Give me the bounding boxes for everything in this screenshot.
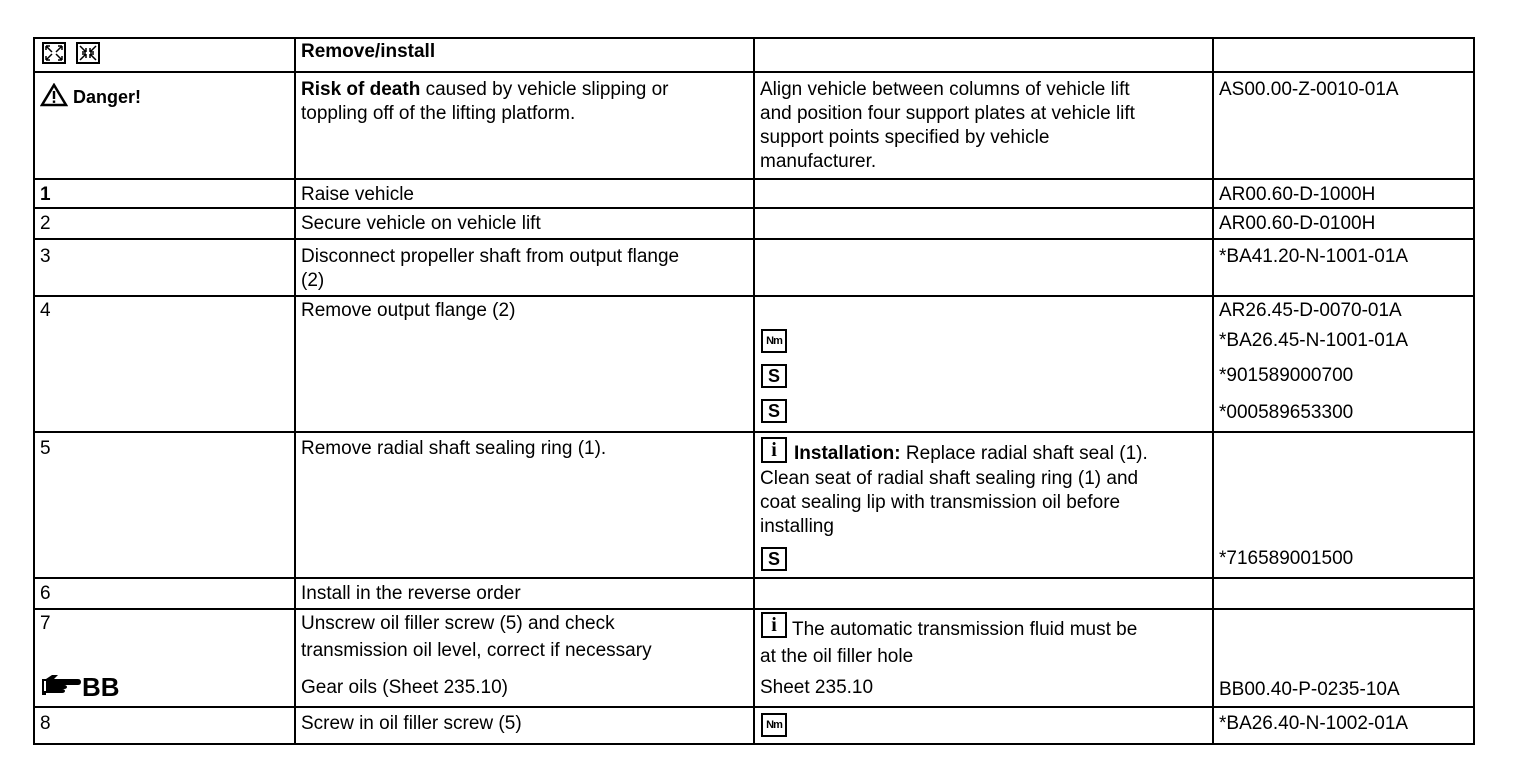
- reference-link[interactable]: *901589000700: [1219, 365, 1354, 386]
- installation-note-line: Clean seat of radial shaft sealing ring (1) and: [760, 468, 1139, 489]
- column-divider: [294, 37, 296, 745]
- step-text: Install in the reverse order: [301, 583, 521, 604]
- row-divider: [33, 577, 1475, 579]
- special-tool-icon[interactable]: S: [761, 547, 787, 571]
- risk-rest: caused by vehicle slipping or: [420, 79, 669, 100]
- step-number: 3: [40, 246, 51, 267]
- row-divider: [33, 431, 1475, 433]
- installation-note-line-1: [794, 442, 1148, 466]
- reference-link[interactable]: *BA41.20-N-1001-01A: [1219, 246, 1409, 267]
- installation-text: Replace radial shaft seal (1).: [900, 443, 1148, 464]
- table-border-left: [33, 37, 35, 745]
- sheet-reference: Sheet 235.10: [760, 677, 874, 698]
- danger-text: Danger!: [73, 87, 142, 107]
- row-divider: [33, 608, 1475, 610]
- row-divider: [33, 295, 1475, 297]
- step-text: Screw in oil filler screw (5): [301, 713, 522, 734]
- section-title: Remove/install: [301, 41, 436, 62]
- row-divider: [33, 71, 1475, 73]
- torque-nm-icon[interactable]: Nm: [761, 713, 787, 737]
- installation-label: Installation:: [794, 443, 901, 464]
- step-text: Disconnect propeller shaft from output flange: [301, 246, 680, 267]
- danger-risk-line-1: [301, 78, 669, 102]
- step-text: Remove radial shaft sealing ring (1).: [301, 438, 607, 459]
- reference-link[interactable]: *BA26.40-N-1002-01A: [1219, 713, 1409, 734]
- step-number: 4: [40, 300, 51, 321]
- step-text: Unscrew oil filler screw (5) and check: [301, 613, 615, 634]
- info-icon[interactable]: i: [761, 612, 787, 638]
- reference-link[interactable]: *000589653300: [1219, 402, 1354, 423]
- fluid-note-line: The automatic transmission fluid must be: [792, 619, 1138, 640]
- step-number: 8: [40, 713, 51, 734]
- danger-label: [40, 83, 141, 109]
- step-text: (2): [301, 270, 325, 291]
- info-icon[interactable]: i: [761, 437, 787, 463]
- step-number: 7: [40, 613, 51, 634]
- danger-instruction-line: and position four support plates at vehicle lift: [760, 103, 1135, 124]
- pointing-hand-icon: [40, 673, 82, 699]
- bb-reference[interactable]: [40, 672, 120, 702]
- row-divider: [33, 37, 1475, 39]
- expand-icon[interactable]: [42, 42, 66, 64]
- row-divider: [33, 238, 1475, 240]
- reference-link[interactable]: AS00.00-Z-0010-01A: [1219, 79, 1399, 100]
- column-divider: [753, 37, 755, 745]
- installation-note-line: installing: [760, 516, 834, 537]
- collapse-icon[interactable]: [76, 42, 100, 64]
- table-border-right: [1473, 37, 1475, 745]
- step-text: Raise vehicle: [301, 184, 414, 205]
- reference-link[interactable]: AR26.45-D-0070-01A: [1219, 300, 1402, 321]
- danger-instruction-line: Align vehicle between columns of vehicle lift: [760, 79, 1130, 100]
- table-border-bottom: [33, 743, 1475, 745]
- special-tool-icon[interactable]: S: [761, 399, 787, 423]
- reference-link[interactable]: AR00.60-D-1000H: [1219, 184, 1376, 205]
- step-text: Secure vehicle on vehicle lift: [301, 213, 541, 234]
- row-divider: [33, 178, 1475, 180]
- step-number: 2: [40, 213, 51, 234]
- bb-label: BB: [82, 672, 120, 702]
- row-divider: [33, 706, 1475, 708]
- step-text: Remove output flange (2): [301, 300, 516, 321]
- reference-link[interactable]: *716589001500: [1219, 548, 1354, 569]
- torque-nm-icon[interactable]: Nm: [761, 329, 787, 353]
- danger-instruction-line: manufacturer.: [760, 151, 877, 172]
- row-divider: [33, 207, 1475, 209]
- step-text: Gear oils (Sheet 235.10): [301, 677, 509, 698]
- reference-link[interactable]: BB00.40-P-0235-10A: [1219, 679, 1400, 700]
- risk-bold: Risk of death: [301, 79, 421, 100]
- danger-instruction-line: support points specified by vehicle: [760, 127, 1050, 148]
- step-number: 6: [40, 583, 51, 604]
- column-divider: [1212, 37, 1214, 745]
- reference-link[interactable]: *BA26.45-N-1001-01A: [1219, 330, 1409, 351]
- installation-note-line: coat sealing lip with transmission oil before: [760, 492, 1121, 513]
- step-number: 5: [40, 438, 51, 459]
- fluid-note-line: at the oil filler hole: [760, 646, 914, 667]
- warning-triangle-icon: [40, 83, 68, 107]
- danger-risk-line-2: toppling off of the lifting platform.: [301, 103, 576, 124]
- reference-link[interactable]: AR00.60-D-0100H: [1219, 213, 1376, 234]
- special-tool-icon[interactable]: S: [761, 364, 787, 388]
- step-text: transmission oil level, correct if necessary: [301, 640, 652, 661]
- step-number: 1: [40, 184, 51, 205]
